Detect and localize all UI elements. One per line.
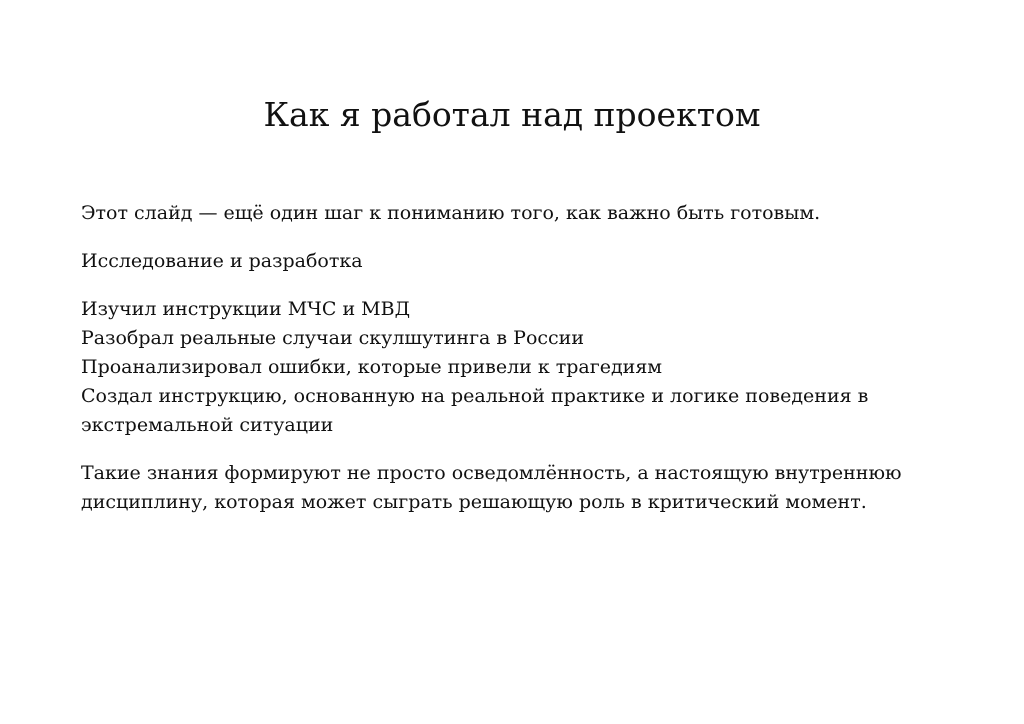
slide-title: Как я работал над проектом xyxy=(263,95,761,134)
intro-text: Этот слайд — ещё один шаг к пониманию того, как важно быть готовым. xyxy=(81,202,821,224)
list-item: Проанализировал ошибки, которые привели к трагедиям xyxy=(81,356,663,378)
list-item: Создал инструкцию, основанную на реальной практике и логике поведения в экстремальной ситуации xyxy=(81,385,869,436)
research-list xyxy=(81,295,951,440)
list-item: Изучил инструкции МЧС и МВД xyxy=(81,298,411,320)
conclusion-text: Такие знания формируют не просто осведомлённость, а настоящую внутреннюю дисциплину, которая может сыграть решающую роль в критический момент. xyxy=(81,462,902,513)
list-item: Разобрал реальные случаи скулшутинга в России xyxy=(81,327,584,349)
slide-body xyxy=(81,199,951,536)
section-heading: Исследование и разработка xyxy=(81,250,363,272)
